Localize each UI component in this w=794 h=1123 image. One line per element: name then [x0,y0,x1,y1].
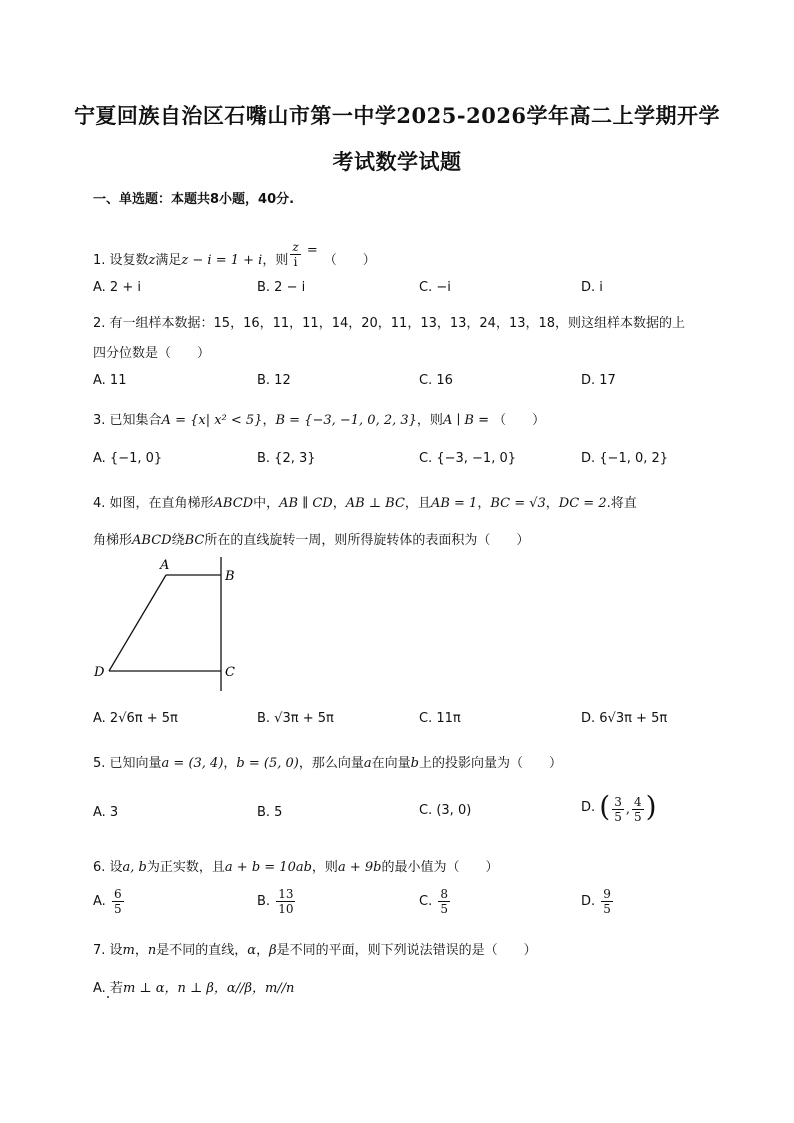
q4-comma-1: ， [332,496,346,511]
question-4-line2 [93,529,529,548]
q5-mid2: 在向量 [371,756,411,771]
q4-comma-2: ， [477,496,491,511]
q1-option-b: B. 2 − i [257,280,306,295]
q7-sep-1: ， [134,943,148,958]
q7-m: m [122,943,135,958]
segment-ad [109,575,166,671]
q5-tail: 上的投影向量为（ ） [418,756,562,771]
q6-option-c [419,887,452,916]
q3-sep: ， [262,413,276,428]
q7-tail: 是不同的平面，则下列说法错误的是（ ） [276,943,537,958]
q1-fraction: $\frac{z}{i}$ [292,240,299,269]
q4-option-c: C. 11π [419,711,461,726]
label-a: A [160,558,170,573]
q4-cond-5: DC = 2 [558,496,607,511]
label-d: D [94,665,105,680]
q1-equation: z − i = 1 + i [181,253,263,268]
q7-a-expr: m ⊥ α，n ⊥ β，α//β，m//n [122,981,295,996]
q6-option-b [257,887,297,916]
q5-sep: ， [223,756,237,771]
q6-d-frac: $\frac{9}{5}$ [603,887,611,916]
q3-option-b: B. {2, 3} [257,451,316,466]
q6-prefix: 6. 设 [93,860,123,875]
q5-prefix: 5. 已知向量 [93,756,162,771]
q3-expression: A ∣ B [442,413,474,428]
q2-option-c: C. 16 [419,373,453,388]
q5-vb: b [410,756,419,771]
q1-option-c: C. −i [419,280,451,295]
q3-set-a: A = {x| x² < 5} [161,413,263,428]
q7-prefix: 7. 设 [93,943,123,958]
exam-title-line1: 宁夏回族自治区石嘴山市第一中学2025-2026学年高二上学期开学 [73,103,721,128]
q4-option-d: D. 6√3π + 5π [581,711,668,726]
q5-vector-a: a = (3, 4) [161,756,224,771]
q1-option-d: D. i [581,280,603,295]
question-5 [93,752,562,771]
q4-text-e: 所在的直线旋转一周，则所得旋转体的表面积为（ ） [204,533,530,548]
q1-mid: 满足 [155,253,182,268]
q6-equation: a + b = 10ab [224,860,312,875]
q1-prefix: 1. 设复数 [93,253,149,268]
stray-mark [107,996,109,998]
q4-cond-1: AB ∥ CD [279,496,333,511]
q4-bc: BC [184,533,205,548]
q6-mid: 为正实数，且 [146,860,225,875]
q6-a-frac: $\frac{6}{5}$ [113,887,122,916]
exam-title-line2: 考试数学试题 [332,149,462,174]
q6-expression: a + 9b [337,860,382,875]
q3-after: ，则 [416,413,443,428]
q6-a-label: A. [93,894,106,909]
label-b: B [225,569,235,584]
q3-prefix: 3. 已知集合 [93,413,162,428]
q4-option-b: B. √3π + 5π [257,711,334,726]
q2-option-d: D. 17 [581,373,616,388]
q5-mid: ，那么向量 [298,756,364,771]
q5-option-c: C. (3, 0) [419,803,472,818]
q1-var: z [148,253,156,268]
section-heading: 一、单选题：本题共8小题，40分. [93,192,295,207]
q4-abcd: ABCD [213,496,254,511]
q4-cond-4: BC = √3 [490,496,546,511]
q6-b-frac: $\frac{13}{10}$ [278,887,294,916]
q7-beta: β [269,943,277,958]
q4-text-c: 角梯形 [93,533,133,548]
q5-va: a [363,756,372,771]
question-1 [93,240,376,275]
q4-text-a: 4. 如图，在直角梯形 [93,496,214,511]
q4-abcd-2: ABCD [132,533,172,548]
q5-rparen: ) [645,790,657,823]
question-4-line1 [93,492,637,511]
q5-option-b: B. 5 [257,805,283,820]
q6-c-label: C. [419,894,433,909]
q6-c-frac: $\frac{8}{5}$ [440,887,448,916]
q1-equals: = [302,243,318,258]
q4-cond-2: AB ⊥ BC [345,496,405,511]
question-2-line2: 四分位数是（ ） [93,346,211,361]
q4-option-a: A. 2√6π + 5π [93,711,178,726]
q1-option-a: A. 2 + i [93,280,141,295]
q7-n: n [147,943,157,958]
q7-option-a [93,977,294,996]
q3-option-d: D. {−1, 0, 2} [581,451,669,466]
q3-option-a: A. {−1, 0} [93,451,163,466]
q7-a-label: A. 若 [93,981,123,996]
q6-option-d [581,887,615,916]
q6-b-label: B. [257,894,271,909]
question-7 [93,939,537,958]
q6-mid2: ，则 [311,860,338,875]
question-6 [93,856,498,875]
q5-comma: , [625,802,631,817]
q5-option-d [581,790,657,826]
q5-lparen: ( [599,790,611,823]
q3-blank: = （ ） [473,413,546,428]
q6-tail: 的最小值为（ ） [381,860,499,875]
q4-and: ，且 [404,496,431,511]
q1-blank: （ ） [323,253,376,268]
q7-sep-2: ， [256,943,270,958]
question-2-line1: 2. 有一组样本数据：15，16，11，11，14，20，11，13，13，24，13，18，则这组样本数据的上 [93,316,686,331]
q4-tail: .将直 [606,496,637,511]
q6-ab: a, b [122,860,147,875]
q5-vector-b: b = (5, 0) [236,756,299,771]
q4-text-b: 中， [253,496,280,511]
q7-alpha: α [247,943,257,958]
q6-d-label: D. [581,894,596,909]
q5-frac-2: $\frac{4}{5}$ [634,795,642,824]
label-c: C [225,665,235,680]
q4-cond-3: AB = 1 [430,496,478,511]
q1-after: ，则 [262,253,289,268]
q4-comma-3: ， [545,496,559,511]
q5-frac-1: $\frac{3}{5}$ [614,795,622,824]
q4-text-d: 绕 [171,533,185,548]
trapezoid-figure [93,555,253,695]
q3-set-b: B = {−3, −1, 0, 2, 3} [275,413,417,428]
q5-option-a: A. 3 [93,805,119,820]
q5-option-d-label: D. [581,800,596,815]
q6-option-a [93,887,126,916]
q2-option-a: A. 11 [93,373,127,388]
question-3 [93,409,545,428]
q2-option-b: B. 12 [257,373,291,388]
q7-mid: 是不同的直线， [156,943,248,958]
q3-option-c: C. {−3, −1, 0} [419,451,517,466]
